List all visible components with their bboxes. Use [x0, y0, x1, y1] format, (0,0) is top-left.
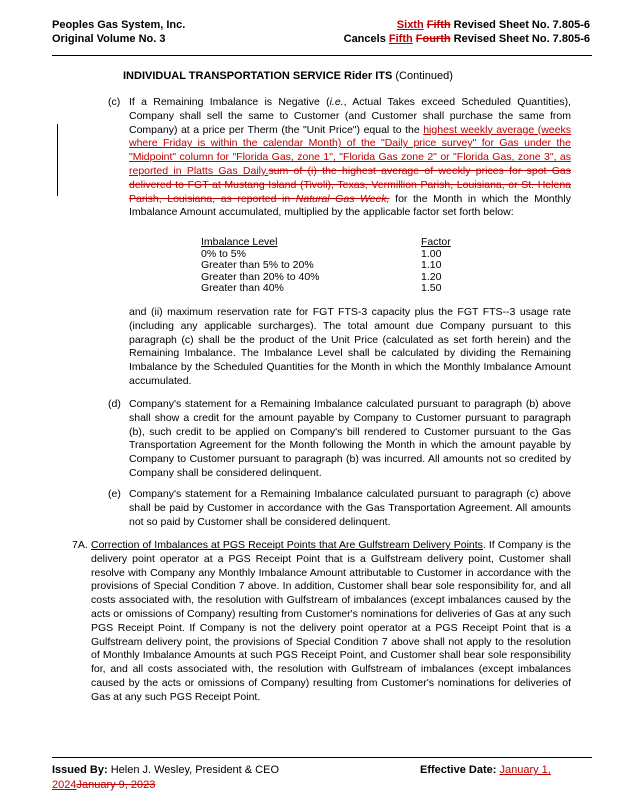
header-left	[52, 18, 185, 46]
table-row	[201, 260, 451, 272]
cancels-sheet	[344, 32, 590, 46]
paragraph-c-italic-ie: i.e.	[329, 96, 344, 108]
cancels-new-ordinal: Fifth	[388, 33, 413, 45]
effective-date-new-1: January 1,	[499, 764, 551, 776]
paragraph-7a-heading: Correction of Imbalances at PGS Receipt Points that Are Gulfstream Delivery Points	[91, 539, 483, 551]
effective-date-old: January 9, 2023	[76, 779, 156, 791]
paragraph-d-text: Company's statement for a Remaining Imbalance calculated pursuant to paragraph (b) above shall show a credit for the amount payable by Company to Customer pursuant to paragraph (b), such credit to be applied on Company's bill rendered to Customer pursuant to the Gas Transportation Agreement for the Month following the Month in which the amount payable by Company to Customer pursuant to paragraph (b) was incurred. All amounts not so credited by Company shall be considered delinquent.	[129, 398, 571, 479]
paragraph-c-text-3: for the Month in which the Monthly Imbalance Amount accumulated, multiplied by the applicable factor set forth below:	[129, 192, 571, 219]
paragraph-d	[108, 398, 571, 481]
effective-date-line2	[52, 779, 155, 791]
effective-date	[420, 764, 551, 776]
paragraph-e	[108, 488, 571, 529]
company-name: Peoples Gas System, Inc.	[52, 19, 186, 31]
sheet-suffix: Revised Sheet No. 7.805-6	[450, 19, 590, 31]
paragraph-c	[108, 96, 571, 220]
paragraph-c-inserted: highest weekly average (weeks where Friday is within the calendar Month) of the "Daily price survey" for Gas under the "Midpoint" column for "Florida Gas, zone 1", "Florida Gas zone 2" or "Florida Gas, zone 3", as reported in Platts Gas Daily.	[129, 123, 571, 177]
paragraph-c-deleted: sum of (i) the highest average of weekly prices for spot Gas delivered to FGT at Mustang Island (Tivoli), Texas, Vermillion Parish, Louisiana, or St. Helena Parish, Louisiana, as reported in	[129, 164, 571, 205]
imbalance-level: 0% to 5%	[201, 247, 246, 260]
factor-value: 1.50	[421, 282, 442, 294]
sheet-number	[344, 18, 590, 32]
header-right	[344, 18, 590, 46]
section-title-cont: (Continued)	[392, 70, 453, 82]
header-rule	[52, 55, 592, 56]
paragraph-c-continued	[129, 306, 571, 389]
cancels-suffix: Revised Sheet No. 7.805-6	[450, 33, 590, 45]
paragraph-c-text-1: If a Remaining Imbalance is Negative (	[129, 96, 330, 108]
factor-table	[201, 237, 451, 295]
paragraph-d-label: (d)	[108, 398, 121, 410]
volume-number: Original Volume No. 3	[52, 33, 166, 45]
paragraph-c-continued-text: and (ii) maximum reservation rate for FGT FTS-3 capacity plus the FGT FTS--3 usage rate (including any applicable surcharges). The total amount due Company pursuant to this paragraph (c) shall be the product of the Unit Price (calculated as set forth herein) and the Remaining Imbalance. The Imbalance Level shall be calculated by dividing the Remaining Imbalance by the Scheduled Quantities for the Month in which the Monthly Imbalance Amount accumulated.	[129, 306, 571, 387]
factor-value: 1.00	[421, 247, 442, 260]
paragraph-e-label: (e)	[108, 488, 121, 500]
paragraph-c-text-2: , Actual Takes exceed Scheduled Quantities), Company shall sell the same to Customer (and Customer shall purchase the same from Company) at a price per Therm (the "Unit Price") equal to the	[129, 96, 571, 136]
effective-date-label: Effective Date:	[420, 764, 497, 776]
table-row	[201, 283, 451, 295]
factor-value: 1.10	[421, 259, 442, 271]
factor-table-header	[201, 237, 451, 249]
factor-value: 1.20	[421, 270, 442, 283]
sheet-new-ordinal: Sixth	[396, 19, 424, 31]
cancels-prefix: Cancels	[343, 33, 389, 45]
imbalance-level: Greater than 5% to 20%	[201, 259, 314, 271]
effective-date-new-2: 2024	[52, 779, 77, 791]
cancels-old-ordinal: Fourth	[415, 33, 451, 45]
issued-by	[52, 764, 279, 776]
paragraph-7a	[72, 539, 572, 705]
issued-by-name: Helen J. Wesley, President & CEO	[107, 764, 280, 776]
section-title	[123, 70, 453, 82]
paragraph-e-text: Company's statement for a Remaining Imbalance calculated pursuant to paragraph (c) above shall be paid by Customer in accordance with the Gas Transportation Agreement. All amounts not so paid by Customer shall be considered delinquent.	[129, 488, 571, 528]
sheet-old-ordinal: Fifth	[426, 19, 451, 31]
paragraph-c-label: (c)	[108, 96, 121, 108]
factor-table-col-factor: Factor	[421, 236, 451, 248]
paragraph-c-deleted-italic: Natural Gas Week,	[295, 192, 390, 205]
footer-rule	[52, 757, 592, 758]
section-title-main: INDIVIDUAL TRANSPORTATION SERVICE Rider ITS	[123, 70, 393, 82]
imbalance-level: Greater than 20% to 40%	[201, 270, 320, 283]
paragraph-7a-label: 7A.	[72, 539, 88, 551]
imbalance-level: Greater than 40%	[201, 282, 284, 294]
factor-table-col-level: Imbalance Level	[201, 236, 278, 248]
paragraph-7a-text: . If Company is the delivery point operator at a PGS Receipt Point that is a Gulfstream delivery point, Customer shall resolve with Company any Monthly Imbalance Amount attributable to Customer in accordance with the provisions of Special Condition 7 above. In addition, Customer shall bear sole responsibility for, and all costs associated with, the resolution with Gulfstream of imbalances (except imbalances caused by the acts or omissions of Company) resulting from Customer's nominations for deliveries of Gas at any such PGS Receipt Point. If Company is not the delivery point operator at a PGS Receipt Point that is a Gulfstream delivery point, the provisions of Special Condition 7 above shall not apply to the resolution of Monthly Imbalance Amounts at such PGS Receipt Point, and Customer shall bear sole responsibility for, and all costs associated with, the resolution with Gulfstream of imbalances (except imbalances caused by the acts or omissions of Company) resulting from Customer's nominations for deliveries of Gas at any such PGS Receipt Point.	[91, 539, 572, 703]
issued-by-label: Issued By:	[52, 764, 108, 776]
revision-bar	[57, 124, 58, 196]
